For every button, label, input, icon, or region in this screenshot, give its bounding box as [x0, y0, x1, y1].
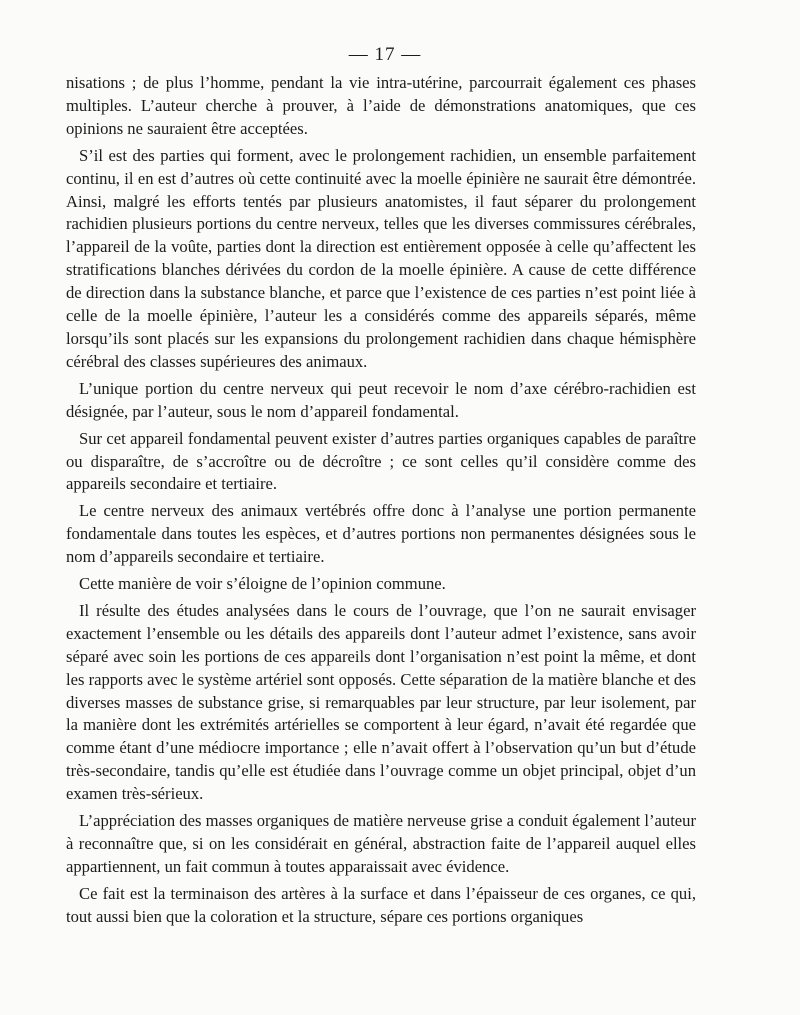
- paragraph: L’appréciation des masses organiques de matière nerveuse grise a conduit également l’auteur à reconnaître que, si on les considérait en général, abstraction faite de l’appareil auquel elles appartiennent, un fait commun à toutes apparaissait avec évidence.: [66, 811, 696, 876]
- page-number: — 17 —: [348, 44, 422, 65]
- paragraph: Le centre nerveux des animaux vertébrés offre donc à l’analyse une portion permanente fondamentale dans toutes les espèces, et d’autres portions non permanentes désignées sous le nom d’appareils secondaire et tertiaire.: [66, 501, 696, 567]
- body-text: [66, 72, 696, 933]
- paragraph: S’il est des parties qui forment, avec le prolongement rachidien, un ensemble parfaitement continu, il en est d’autres où cette continuité avec la moelle épinière ne saurait être démontrée. Ainsi, malgré les efforts tentés par plusieurs anatomistes, il faut séparer du prolongement rachidien plusieurs portions du centre nerveux, telles que les diverses commissures cérébrales, l’appareil de la voûte, parties dont la direction est entièrement opposée à celle qu’affectent les stratifications blanches dérivées du cordon de la moelle épinière. A cause de cette différence de direction dans la substance blanche, et parce que l’existence de ces parties n’est point liée à celle de la moelle épinière, l’auteur les a considérés comme des appareils séparés, même lorsqu’ils sont placés sur les expansions du prolongement rachidien dans chaque hémisphère cérébral des classes supérieures des animaux.: [66, 145, 696, 371]
- paragraph: L’unique portion du centre nerveux qui peut recevoir le nom d’axe cérébro-rachidien est désignée, par l’auteur, sous le nom d’appareil fondamental.: [66, 378, 696, 421]
- paragraph: Cette manière de voir s’éloigne de l’opinion commune.: [79, 574, 446, 594]
- paragraph: Sur cet appareil fondamental peuvent exister d’autres parties organiques capables de paraître ou disparaître, de s’accroître ou de décroître ; ce sont celles qu’il considère comme des appareils secondaire et tertiaire.: [66, 428, 696, 494]
- paragraph: nisations ; de plus l’homme, pendant la vie intra-utérine, parcourrait également ces phases multiples. L’auteur cherche à prouver, à l’aide de démonstrations anatomiques, que ces opinions ne sauraient être acceptées.: [66, 73, 696, 138]
- paragraph: Ce fait est la terminaison des artères à la surface et dans l’épaisseur de ces organes, ce qui, tout aussi bien que la coloration et la structure, sépare ces portions organiques: [66, 883, 696, 926]
- paragraph: Il résulte des études analysées dans le cours de l’ouvrage, que l’on ne saurait envisager exactement l’ensemble ou les détails des appareils dont l’auteur admet l’existence, sans avoir séparé avec soin les portions de ces appareils dont l’organisation n’est point la même, et dont les rapports avec le système artériel sont opposés. Cette séparation de la matière blanche et des diverses masses de substance grise, si remarquables par leur structure, par leur isolement, par la manière dont les extrémités artérielles se comportent à leur égard, n’avait été regardée que comme étant d’une médiocre importance ; elle n’avait offert à l’observation qu’un but d’étude très-secondaire, tandis qu’elle est étudiée dans l’ouvrage comme un objet principal, objet d’un examen très-sérieux.: [66, 600, 696, 804]
